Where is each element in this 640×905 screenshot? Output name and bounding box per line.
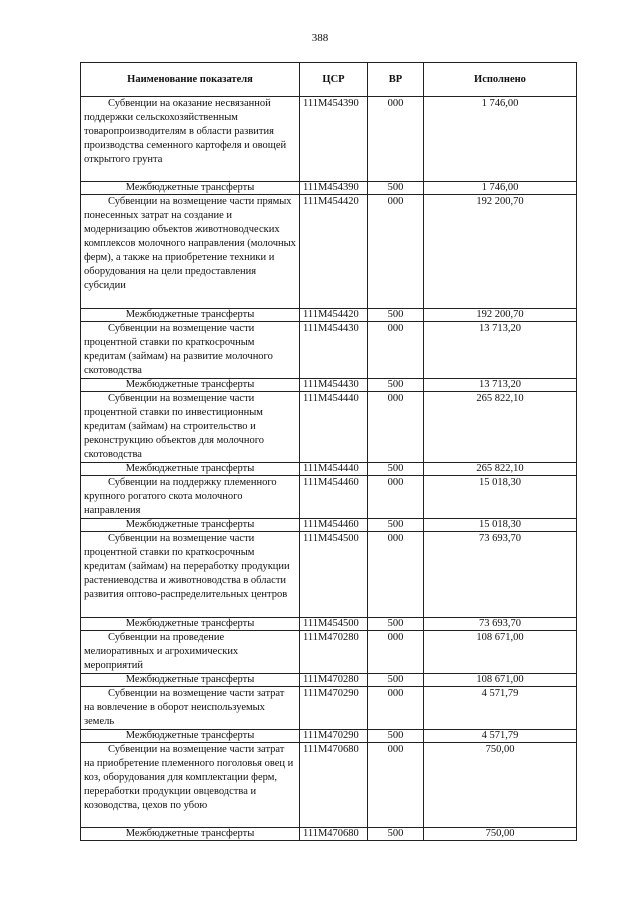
row-amount: 265 822,10: [424, 463, 577, 476]
row-vr: 500: [368, 730, 424, 743]
table-header-row: [81, 63, 577, 97]
report-table: [80, 62, 577, 841]
row-csr: 111М454440: [300, 463, 368, 476]
row-amount: 1 746,00: [424, 97, 577, 182]
row-vr: 500: [368, 379, 424, 392]
row-vr: 000: [368, 743, 424, 828]
row-name: Межбюджетные трансферты: [81, 182, 300, 195]
row-amount: 750,00: [424, 828, 577, 841]
table-row: [81, 618, 577, 631]
row-csr: 111М454460: [300, 476, 368, 519]
row-csr: 111М454460: [300, 519, 368, 532]
row-csr: 111М454440: [300, 392, 368, 463]
table-row: [81, 743, 577, 828]
row-name: Субвенции на возмещение части затрат на вовлечение в оборот неиспользуемых земель: [81, 687, 300, 730]
row-vr: 000: [368, 195, 424, 309]
row-amount: 192 200,70: [424, 309, 577, 322]
row-vr: 500: [368, 828, 424, 841]
header-vr: ВР: [368, 63, 424, 97]
row-amount: 73 693,70: [424, 618, 577, 631]
row-amount: 13 713,20: [424, 379, 577, 392]
row-csr: 111М454390: [300, 182, 368, 195]
row-csr: 111М454420: [300, 309, 368, 322]
table-row: [81, 674, 577, 687]
row-vr: 500: [368, 309, 424, 322]
row-amount: 108 671,00: [424, 631, 577, 674]
table-row: [81, 687, 577, 730]
table-row: [81, 631, 577, 674]
row-amount: 13 713,20: [424, 322, 577, 379]
row-name: Межбюджетные трансферты: [81, 828, 300, 841]
header-csr: ЦСР: [300, 63, 368, 97]
row-vr: 000: [368, 631, 424, 674]
row-vr: 000: [368, 322, 424, 379]
row-vr: 000: [368, 97, 424, 182]
row-name: Межбюджетные трансферты: [81, 730, 300, 743]
row-vr: 500: [368, 182, 424, 195]
table-row: [81, 730, 577, 743]
table-row: [81, 322, 577, 379]
row-name: Субвенции на проведение мелиоративных и агрохимических мероприятий: [81, 631, 300, 674]
row-name: Субвенции на возмещение части процентной ставки по краткосрочным кредитам (займам) на переработку продукции растениеводства и животноводства в области развития оптово-распределительных центров: [81, 532, 300, 618]
row-name: Межбюджетные трансферты: [81, 309, 300, 322]
page-number: 388: [311, 32, 329, 44]
row-amount: 750,00: [424, 743, 577, 828]
table-body: [81, 97, 577, 841]
table-row: [81, 379, 577, 392]
row-csr: 111М470290: [300, 730, 368, 743]
row-name: Межбюджетные трансферты: [81, 379, 300, 392]
header-name: Наименование показателя: [81, 63, 300, 97]
row-amount: 192 200,70: [424, 195, 577, 309]
row-name: Межбюджетные трансферты: [81, 519, 300, 532]
table-row: [81, 309, 577, 322]
row-name: Межбюджетные трансферты: [81, 674, 300, 687]
row-csr: 111М454430: [300, 379, 368, 392]
row-vr: 500: [368, 674, 424, 687]
row-name: Субвенции на поддержку племенного крупного рогатого скота молочного направления: [81, 476, 300, 519]
row-vr: 000: [368, 392, 424, 463]
table-row: [81, 97, 577, 182]
row-vr: 000: [368, 687, 424, 730]
row-name: Субвенции на возмещение части процентной ставки по инвестиционным кредитам (займам) на строительство и реконструкцию объектов для молочного скотоводства: [81, 392, 300, 463]
row-csr: 111М470280: [300, 631, 368, 674]
table-row: [81, 463, 577, 476]
header-executed: Исполнено: [424, 63, 577, 97]
table-row: [81, 519, 577, 532]
row-amount: 4 571,79: [424, 687, 577, 730]
row-name: Субвенции на возмещение части прямых понесенных затрат на создание и модернизацию объектов животноводческих комплексов молочного направления (молочных ферм), а также на приобретение техники и оборудования на цели предоставления субсидии: [81, 195, 300, 309]
row-amount: 1 746,00: [424, 182, 577, 195]
row-csr: 111М454430: [300, 322, 368, 379]
row-name: Субвенции на возмещение части процентной ставки по краткосрочным кредитам (займам) на развитие молочного скотоводства: [81, 322, 300, 379]
row-name: Субвенции на возмещение части затрат на приобретение племенного поголовья овец и коз, оборудования для комплектации ферм, переработки продукции овцеводства и козоводства, цехов по убою: [81, 743, 300, 828]
table-row: [81, 476, 577, 519]
row-csr: 111М454500: [300, 532, 368, 618]
row-vr: 000: [368, 476, 424, 519]
row-csr: 111М470680: [300, 743, 368, 828]
table-row: [81, 392, 577, 463]
row-vr: 000: [368, 532, 424, 618]
table-row: [81, 532, 577, 618]
row-amount: 73 693,70: [424, 532, 577, 618]
row-csr: 111М470290: [300, 687, 368, 730]
row-name: Субвенции на оказание несвязанной поддержки сельскохозяйственным товаропроизводителям в области развития производства семенного картофеля и овощей открытого грунта: [81, 97, 300, 182]
row-vr: 500: [368, 519, 424, 532]
row-amount: 108 671,00: [424, 674, 577, 687]
row-csr: 111М470280: [300, 674, 368, 687]
row-amount: 4 571,79: [424, 730, 577, 743]
row-csr: 111М470680: [300, 828, 368, 841]
row-csr: 111М454420: [300, 195, 368, 309]
row-vr: 500: [368, 618, 424, 631]
row-csr: 111М454500: [300, 618, 368, 631]
row-vr: 500: [368, 463, 424, 476]
row-name: Межбюджетные трансферты: [81, 618, 300, 631]
table-row: [81, 828, 577, 841]
row-amount: 265 822,10: [424, 392, 577, 463]
row-amount: 15 018,30: [424, 476, 577, 519]
table-row: [81, 182, 577, 195]
row-name: Межбюджетные трансферты: [81, 463, 300, 476]
table-row: [81, 195, 577, 309]
row-amount: 15 018,30: [424, 519, 577, 532]
row-csr: 111М454390: [300, 97, 368, 182]
